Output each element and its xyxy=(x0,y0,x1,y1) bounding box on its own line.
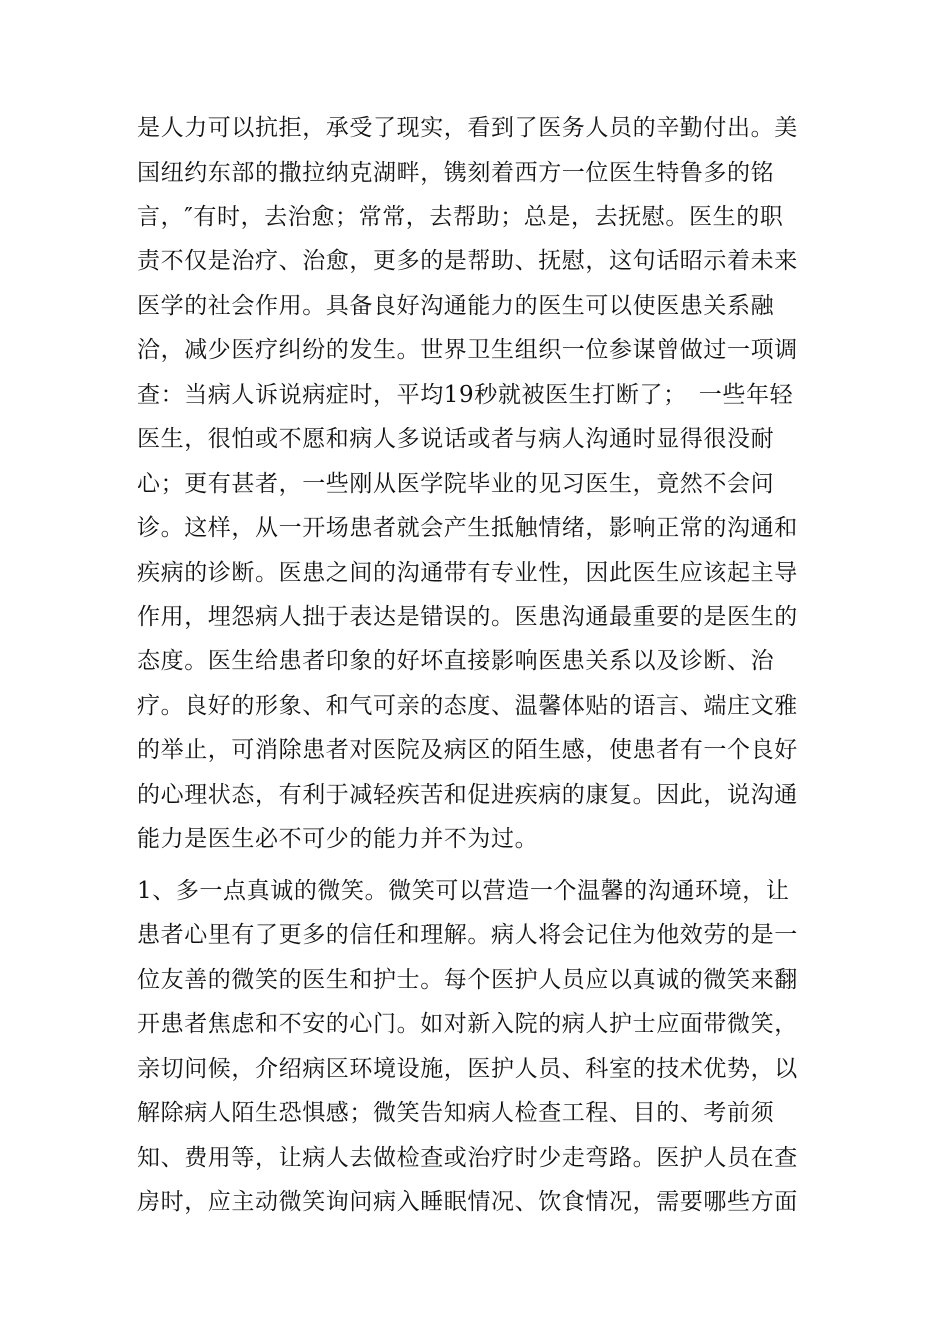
text-line: 的心理状态，有利于减轻疾苦和促进疾病的康复。因此，说沟通 xyxy=(137,782,798,808)
text-line: 态度。医生给患者印象的好坏直接影响医患关系以及诊断、治 xyxy=(137,648,775,674)
text-line: 是人力可以抗拒，承受了现实，看到了医务人员的辛勤付出。美 xyxy=(137,115,798,141)
text-line: 的举止，可消除患者对医院及病区的陌生感，使患者有一个良好 xyxy=(137,737,798,763)
text-line: 能力是医生必不可少的能力并不为过。 xyxy=(137,826,539,852)
text-line: 作用，埋怨病人拙于表达是错误的。医患沟通最重要的是医生的 xyxy=(137,604,798,630)
text-line: 医学的社会作用。具备良好沟通能力的医生可以使医患关系融 xyxy=(137,293,775,319)
text-line: 查：当病人诉说病症时，平均19秒就被医生打断了； 一些年轻 xyxy=(137,382,794,408)
text-line: 心；更有甚者，一些刚从医学院毕业的见习医生，竟然不会问 xyxy=(137,471,775,497)
text-line: 诊。这样，从一开场患者就会产生抵触情绪，影响正常的沟通和 xyxy=(137,515,798,541)
text-line: 位友善的微笑的医生和护士。每个医护人员应以真诚的微笑来翻 xyxy=(137,967,798,993)
text-line: 1、多一点真诚的微笑。微笑可以营造一个温馨的沟通环境，让 xyxy=(137,878,790,904)
text-line: 亲切问候，介绍病区环境设施，医护人员、科室的技术优势，以 xyxy=(137,1056,798,1082)
text-line: 患者心里有了更多的信任和理解。病人将会记住为他效劳的是一 xyxy=(137,922,798,948)
text-line: 国纽约东部的撒拉纳克湖畔，镌刻着西方一位医生特鲁多的铭 xyxy=(137,160,775,186)
text-line: 言，″有时，去治愈；常常，去帮助；总是，去抚慰。医生的职 xyxy=(137,204,784,230)
text-line: 洽，减少医疗纠纷的发生。世界卫生组织一位参谋曾做过一项调 xyxy=(137,337,798,363)
text-line: 医生，很怕或不愿和病人多说话或者与病人沟通时显得很没耐 xyxy=(137,426,775,452)
text-line: 知、费用等，让病人去做检查或治疗时少走弯路。医护人员在查 xyxy=(137,1145,798,1171)
text-line: 责不仅是治疗、治愈，更多的是帮助、抚慰，这句话昭示着未来 xyxy=(137,248,798,274)
text-line: 房时，应主动微笑询问病入睡眠情况、饮食情况，需要哪些方面 xyxy=(137,1189,798,1215)
text-line: 疾病的诊断。医患之间的沟通带有专业性，因此医生应该起主导 xyxy=(137,560,798,586)
text-line: 开患者焦虑和不安的心门。如对新入院的病人护士应面带微笑， xyxy=(137,1011,798,1037)
text-line: 解除病人陌生恐惧感；微笑告知病人检查工程、目的、考前须 xyxy=(137,1100,775,1126)
text-line: 疗。良好的形象、和气可亲的态度、温馨体贴的语言、端庄文雅 xyxy=(137,693,798,719)
